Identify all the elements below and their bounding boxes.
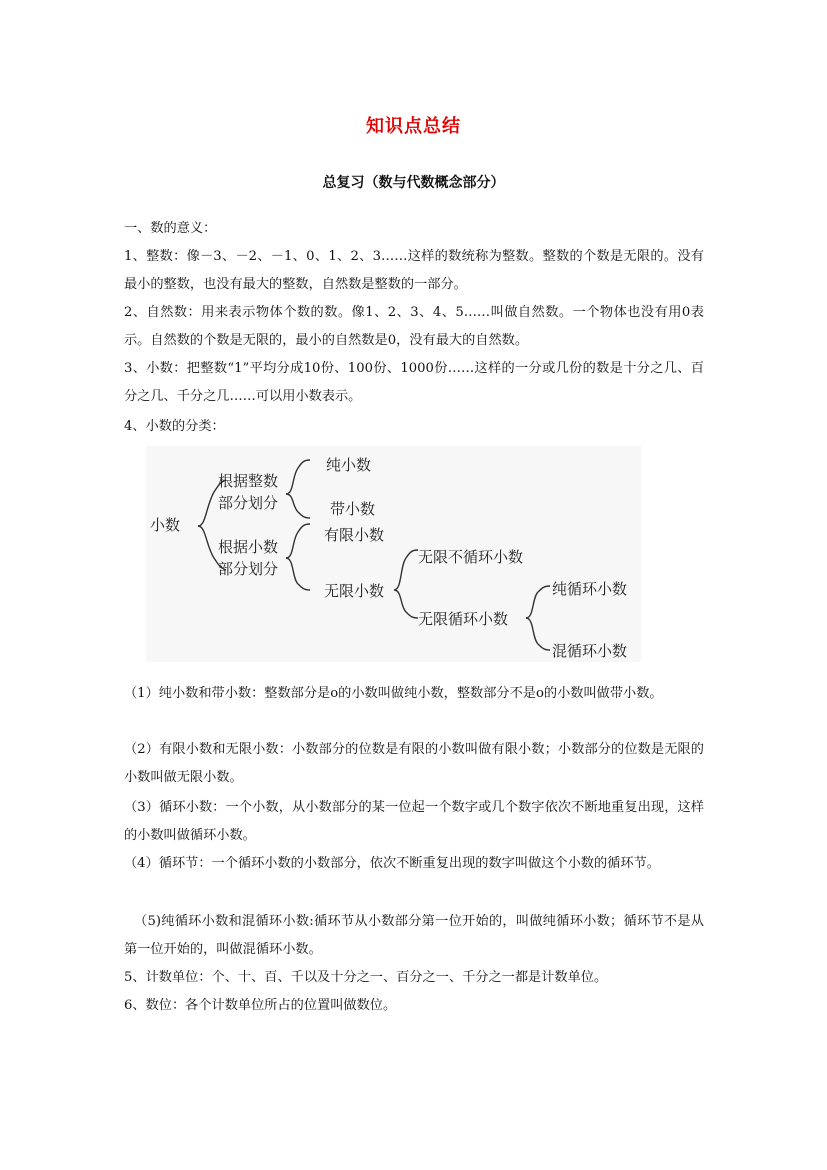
section-heading: 一、数的意义： bbox=[124, 221, 217, 236]
brace-branch2-lower bbox=[286, 558, 310, 590]
diagram-non-repeating-decimal: 无限不循环小数 bbox=[418, 548, 524, 566]
page-subtitle: 总复习（数与代数概念部分） bbox=[322, 175, 505, 191]
brace-branch1-upper bbox=[286, 460, 310, 494]
diagram-branch1-line1: 根据整数 bbox=[218, 472, 279, 490]
diagram-root-label: 小数 bbox=[150, 516, 181, 534]
note-repeating-decimal: （3）循环小数：一个小数，从小数部分的某一位起一个数字或几个数字依次不断地重复出现，这样的小数叫做循环小数。 bbox=[124, 800, 704, 843]
brace-repeating-upper bbox=[526, 586, 550, 618]
classification-tree bbox=[146, 446, 641, 662]
brace-infinite-lower bbox=[394, 590, 418, 618]
note-repeating-section: （4）循环节：一个循环小数的小数部分，依次不断重复出现的数字叫做这个小数的循环节。 bbox=[124, 856, 660, 871]
diagram-pure-decimal: 纯小数 bbox=[326, 456, 372, 474]
brace-branch2-upper bbox=[286, 524, 310, 558]
paragraph-integer: 1、整数：像－3、－2、－1、0、1、2、3……这样的数统称为整数。整数的个数是无限的。没有最小的整数，也没有最大的整数，自然数是整数的一部分。 bbox=[124, 249, 704, 292]
note-pure-and-mixed-repeating: （5)纯循环小数和混循环小数:循环节从小数部分第一位开始的，叫做纯循环小数；循环节不是从第一位开始的，叫做混循环小数。 bbox=[124, 914, 704, 957]
diagram-branch1-line2: 部分划分 bbox=[218, 494, 279, 512]
diagram-repeating-decimal: 无限循环小数 bbox=[418, 610, 509, 628]
decimal-classification-diagram bbox=[146, 446, 641, 662]
page-title: 知识点总结 bbox=[366, 116, 461, 137]
diagram-branch2-line1: 根据小数 bbox=[218, 538, 279, 556]
diagram-branch2-line2: 部分划分 bbox=[218, 560, 279, 578]
paragraph-natural-number: 2、自然数：用来表示物体个数的数。像1、2、3、4、5……叫做自然数。一个物体也没有用0表示。自然数的个数是无限的，最小的自然数是0，没有最大的自然数。 bbox=[124, 305, 704, 348]
paragraph-digit-place: 6、数位：各个计数单位所占的位置叫做数位。 bbox=[124, 998, 397, 1013]
diagram-infinite-decimal: 无限小数 bbox=[324, 582, 385, 600]
paragraph-decimal-classification-heading: 4、小数的分类： bbox=[124, 419, 225, 434]
brace-branch1-lower bbox=[286, 494, 310, 518]
paragraph-counting-unit: 5、计数单位：个、十、百、千以及十分之一、百分之一、千分之一都是计数单位。 bbox=[124, 970, 608, 985]
note-pure-and-mixed-decimal: （1）纯小数和带小数：整数部分是o的小数叫做纯小数，整数部分不是o的小数叫做带小数。 bbox=[124, 686, 663, 701]
note-finite-and-infinite-decimal: （2）有限小数和无限小数：小数部分的位数是有限的小数叫做有限小数；小数部分的位数是无限的小数叫做无限小数。 bbox=[124, 742, 704, 785]
diagram-pure-repeating-decimal: 纯循环小数 bbox=[552, 580, 628, 598]
paragraph-decimal: 3、小数：把整数“1”平均分成10份、100份、1000份……这样的一分或几份的数是十分之几、百分之几、千分之几……可以用小数表示。 bbox=[124, 361, 704, 404]
diagram-mixed-repeating-decimal: 混循环小数 bbox=[552, 642, 628, 660]
brace-infinite-upper bbox=[394, 550, 418, 590]
diagram-mixed-decimal: 带小数 bbox=[330, 500, 376, 518]
diagram-finite-decimal: 有限小数 bbox=[324, 526, 385, 544]
brace-repeating-lower bbox=[526, 618, 550, 650]
